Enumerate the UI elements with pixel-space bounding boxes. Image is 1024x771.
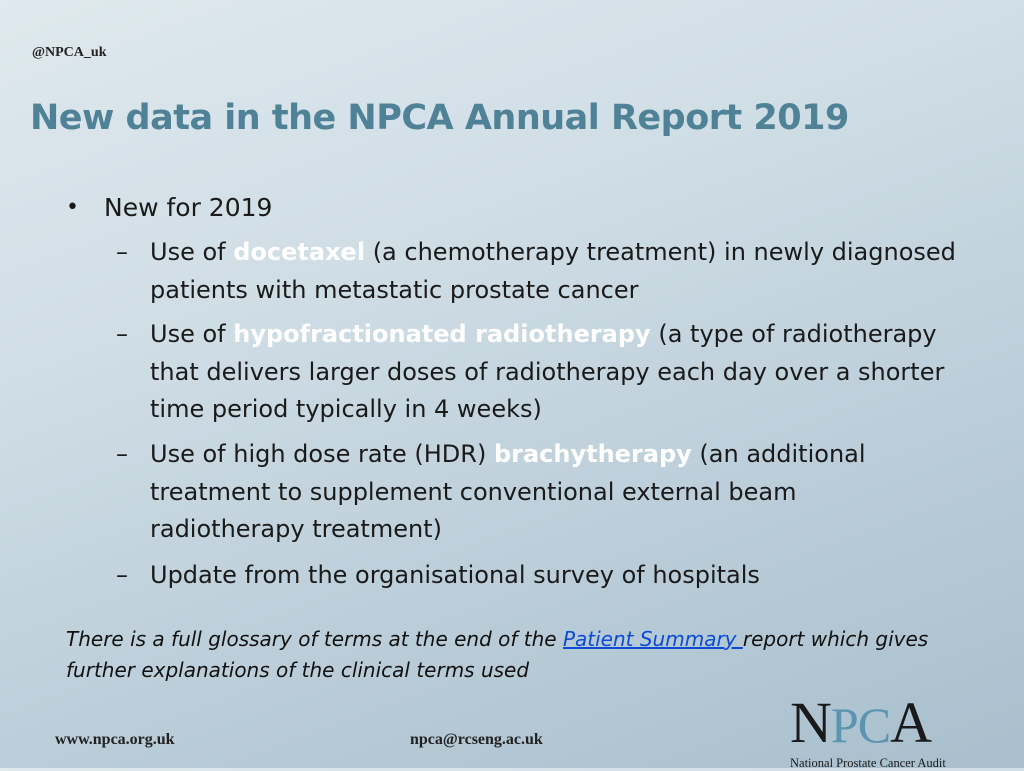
sub-item-brachytherapy xyxy=(116,436,956,549)
sub-item-body xyxy=(150,234,956,309)
sub-item-pre: Use of xyxy=(150,320,234,348)
highlight-term: brachytherapy xyxy=(493,440,692,468)
sub-item-pre: Use of xyxy=(150,238,234,266)
sub-item-hypofractionated xyxy=(116,316,956,429)
sub-item-body xyxy=(150,436,956,549)
sub-item-post: (an additional treatment to supplement conventional external beam radiotherapy treatment) xyxy=(150,440,866,543)
footer-website[interactable]: www.npca.org.uk xyxy=(55,731,175,748)
logo-letter-a: A xyxy=(890,690,931,755)
sub-item-body xyxy=(150,316,956,429)
sub-item-body xyxy=(150,557,956,595)
sub-item-pre: Use of high dose rate (HDR) xyxy=(150,440,494,468)
dash-marker: – xyxy=(116,238,128,266)
sub-item-post: (a type of radiotherapy that delivers larger doses of radiotherapy each day over a shorter time period typically in 4 weeks) xyxy=(150,320,945,423)
logo-subtitle: National Prostate Cancer Audit xyxy=(790,756,946,770)
patient-summary-link[interactable]: Patient Summary xyxy=(562,627,743,651)
npca-logo xyxy=(790,690,990,770)
bullet-main-text: New for 2019 xyxy=(104,193,273,222)
sub-item-docetaxel xyxy=(116,234,956,309)
logo-letter-n: N xyxy=(790,690,831,755)
highlight-term: docetaxel xyxy=(233,238,366,266)
highlight-term: hypofractionated radiotherapy xyxy=(233,320,651,348)
logo-letters-pc: PC xyxy=(830,697,891,753)
glossary-pre: There is a full glossary of terms at the end of the xyxy=(66,627,563,651)
bullet-dot: • xyxy=(66,195,79,220)
glossary-post: report which gives further explanations of the clinical terms used xyxy=(66,627,929,682)
sub-item-organisational-survey xyxy=(116,557,956,595)
footer-email[interactable]: npca@rcseng.ac.uk xyxy=(410,731,543,748)
dash-marker: – xyxy=(116,320,128,348)
logo-mark xyxy=(790,690,990,755)
sub-item-pre: Update from the organisational survey of hospitals xyxy=(150,561,760,589)
dash-marker: – xyxy=(116,440,128,468)
dash-marker: – xyxy=(116,561,128,589)
sub-item-post: (a chemotherapy treatment) in newly diagnosed patients with metastatic prostate cancer xyxy=(150,238,956,304)
glossary-note xyxy=(66,624,966,686)
page-title: New data in the NPCA Annual Report 2019 xyxy=(30,98,849,138)
twitter-handle: @NPCA_uk xyxy=(32,45,107,60)
